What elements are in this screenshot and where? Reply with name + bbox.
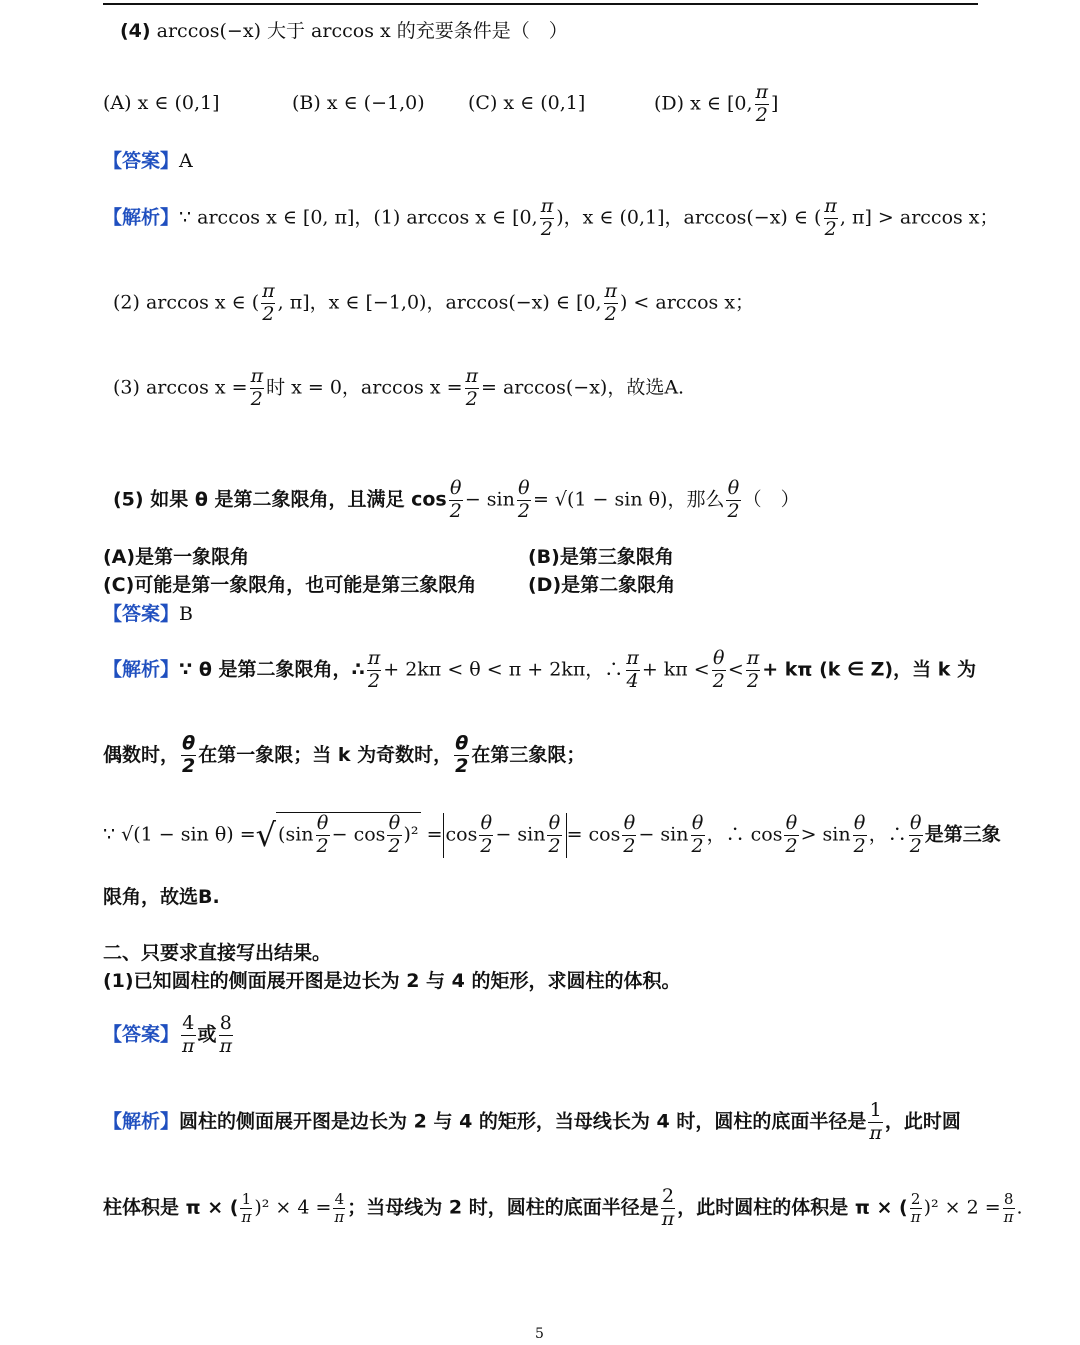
q5-analysis-line-2 bbox=[103, 733, 585, 778]
math-text: π bbox=[910, 1207, 921, 1226]
math-text: π bbox=[540, 195, 554, 217]
math-text: π bbox=[604, 280, 617, 302]
q4-option-b: (B) x ∈ (−1,0) bbox=[292, 92, 425, 114]
fraction bbox=[661, 1186, 676, 1231]
math-text: θ bbox=[853, 812, 866, 834]
math-text: 2 bbox=[604, 302, 617, 325]
math-text: θ bbox=[713, 647, 725, 669]
math-text: 2 bbox=[727, 499, 740, 522]
fraction bbox=[181, 1013, 196, 1058]
math-text: , π] > arccos x； bbox=[839, 206, 999, 229]
fraction bbox=[261, 281, 276, 326]
q5-analysis-line-1 bbox=[103, 648, 976, 693]
fraction bbox=[240, 1191, 252, 1227]
fraction bbox=[449, 478, 463, 523]
math-text: 2 bbox=[785, 834, 798, 857]
math-text: ，∴ bbox=[868, 823, 907, 846]
math-text: (3) arccos x = bbox=[113, 376, 248, 399]
math-text: （ ） bbox=[742, 488, 800, 511]
section-2-analysis-line-1 bbox=[103, 1100, 961, 1145]
math-text: 时 x = 0，arccos x = bbox=[266, 376, 463, 399]
top-rule bbox=[103, 3, 978, 5]
math-text: 2 bbox=[824, 217, 837, 240]
math-text: − sin bbox=[464, 488, 515, 511]
fraction bbox=[909, 813, 923, 858]
math-text: )² × 2 = bbox=[923, 1196, 1001, 1219]
answer-tag: 【答案】 bbox=[103, 1023, 180, 1046]
math-text: 4 bbox=[334, 1189, 345, 1208]
answer-value: B bbox=[179, 603, 193, 625]
math-text: θ bbox=[455, 732, 469, 754]
math-text: θ bbox=[316, 812, 329, 834]
math-text: 是第三象 bbox=[924, 823, 1001, 846]
math-text: 2 bbox=[909, 834, 922, 857]
q5-answer bbox=[103, 603, 193, 626]
math-text: θ bbox=[182, 732, 196, 754]
math-text: 2 bbox=[548, 834, 561, 857]
fraction bbox=[517, 478, 531, 523]
math-text: − cos bbox=[331, 823, 386, 846]
fraction bbox=[691, 813, 705, 858]
q4-answer bbox=[103, 150, 193, 173]
analysis-tag: 【解析】 bbox=[103, 1110, 180, 1133]
math-text: 2 bbox=[388, 834, 401, 857]
math-text: 2 bbox=[367, 669, 381, 692]
math-text: (5) 如果 θ 是第二象限角，且满足 cos bbox=[113, 488, 447, 511]
math-text: 在第一象限；当 k 为奇数时， bbox=[198, 743, 453, 766]
math-text: 圆柱的侧面展开图是边长为 2 与 4 的矩形，当母线长为 4 时，圆柱的底面半径是 bbox=[179, 1110, 867, 1133]
answer-tag: 【答案】 bbox=[103, 603, 180, 625]
q4-option-d: (D) x ∈ [0, $\frac{\pi}{2}$ ] bbox=[654, 81, 779, 126]
math-text: ，∴ cos bbox=[706, 823, 783, 846]
math-text: 2 bbox=[712, 669, 725, 692]
q5-option-d: (D)是第二象限角 bbox=[528, 574, 676, 596]
math-text: θ bbox=[910, 812, 922, 834]
q4-option-c: (C) x ∈ (0,1] bbox=[468, 92, 586, 114]
math-text: )² × 4 = bbox=[254, 1196, 332, 1219]
fraction bbox=[454, 733, 469, 778]
math-text: 1 bbox=[241, 1189, 252, 1208]
page-number: 5 bbox=[535, 1326, 544, 1342]
math-text: 2 bbox=[853, 834, 866, 857]
q4-analysis-line-3 bbox=[113, 366, 684, 411]
math-text: 4 bbox=[626, 669, 639, 692]
math-text: = arccos(−x)，故选A. bbox=[481, 376, 685, 399]
math-text: π bbox=[755, 81, 768, 103]
fraction bbox=[547, 813, 561, 858]
analysis-tag: 【解析】 bbox=[103, 658, 180, 681]
math-text: 2 bbox=[755, 103, 768, 126]
math-text: 2 bbox=[465, 387, 478, 410]
math-text: 4 bbox=[182, 1012, 195, 1034]
fraction bbox=[712, 648, 726, 693]
math-text: 2 bbox=[250, 387, 263, 410]
math-text: 2 bbox=[661, 1185, 675, 1207]
answer-tag: 【答案】 bbox=[103, 150, 180, 172]
math-text: θ bbox=[727, 477, 740, 499]
math-text: )² bbox=[403, 823, 419, 846]
math-text: = √(1 − sin θ)，那么 bbox=[532, 488, 725, 511]
math-text: ∵ arccos x ∈ [0, π]，(1) arccos x ∈ [0, bbox=[179, 206, 538, 229]
q4-stem bbox=[120, 20, 568, 43]
q4-option-a: (A) x ∈ (0,1] bbox=[103, 92, 220, 114]
math-text: 8 bbox=[1003, 1189, 1014, 1208]
math-text: ；当母线为 2 时，圆柱的底面半径是 bbox=[347, 1196, 659, 1219]
fraction bbox=[784, 813, 798, 858]
fraction bbox=[181, 733, 196, 778]
math-text: ∵ θ 是第二象限角，∴ bbox=[179, 658, 365, 681]
fraction bbox=[823, 196, 838, 241]
fraction bbox=[622, 813, 636, 858]
fraction bbox=[316, 813, 330, 858]
math-text: π bbox=[626, 647, 639, 669]
math-text: 2 bbox=[449, 499, 462, 522]
fraction bbox=[219, 1013, 234, 1058]
math-text: 8 bbox=[219, 1012, 232, 1034]
math-text: θ bbox=[785, 812, 798, 834]
math-text: π bbox=[262, 280, 275, 302]
q5-option-a: (A)是第一象限角 bbox=[103, 546, 250, 568]
analysis-tag: 【解析】 bbox=[103, 206, 180, 229]
math-text: ∵ √(1 − sin θ) = bbox=[103, 823, 256, 846]
q4-analysis-line-2 bbox=[113, 281, 754, 326]
fraction bbox=[250, 366, 265, 411]
math-text: 2 bbox=[623, 834, 636, 857]
math-text: 2 bbox=[540, 217, 553, 240]
math-text: 在第三象限； bbox=[471, 743, 586, 766]
fraction bbox=[540, 196, 555, 241]
q5-stem bbox=[113, 478, 800, 523]
fraction bbox=[910, 1191, 922, 1227]
q4-option-d-text: (D) x ∈ [0, bbox=[654, 92, 753, 115]
math-text: ，此时圆柱的体积是 π × ( bbox=[677, 1196, 908, 1219]
q4-stem-text: arccos(−x) 大于 arccos x 的充要条件是（ ） bbox=[156, 20, 568, 42]
math-text: π bbox=[746, 647, 760, 669]
fraction bbox=[367, 648, 382, 693]
math-text: = bbox=[426, 823, 443, 846]
fraction bbox=[333, 1191, 345, 1227]
math-text: π bbox=[250, 365, 264, 387]
fraction bbox=[755, 82, 770, 127]
math-text: θ bbox=[623, 812, 636, 834]
math-text: π bbox=[661, 1207, 675, 1230]
math-text: − sin bbox=[638, 823, 689, 846]
math-text: θ bbox=[518, 477, 530, 499]
math-text: π bbox=[824, 195, 837, 217]
math-text: π bbox=[182, 1034, 195, 1057]
fraction bbox=[726, 478, 740, 523]
math-text: , π]，x ∈ [−1,0)，arccos(−x) ∈ [0, bbox=[277, 291, 602, 314]
math-text: )，x ∈ (0,1]，arccos(−x) ∈ ( bbox=[556, 206, 822, 229]
q5-analysis-line-3: ∵ √(1 − sin θ) =√ (sin $\frac{\theta}{2}$ − cos $\frac{\theta}{2}$ )² = cos $\frac{\theta}{2}$ − sin $\frac{\theta}{2}$ = cos $\frac{\theta}{2}$ − sin $\frac{\theta}{2}$ ，∴ cos $\frac{\theta}{2}$ > sin $\frac{\theta}{2}$ ，∴ $\frac{\theta}{2}$ 是第三象 bbox=[103, 812, 1001, 857]
math-text: < bbox=[727, 658, 744, 681]
math-text: 2 bbox=[455, 754, 469, 777]
math-text: 2 bbox=[691, 834, 704, 857]
math-text: + kπ < bbox=[641, 658, 710, 681]
math-text: 2 bbox=[910, 1189, 921, 1208]
math-text: θ bbox=[691, 812, 704, 834]
math-text: ) < arccos x； bbox=[619, 291, 755, 314]
math-text: θ bbox=[480, 812, 493, 834]
math-text: 2 bbox=[480, 834, 493, 857]
math-text: π bbox=[869, 1121, 882, 1144]
math-text: 2 bbox=[517, 499, 530, 522]
fraction bbox=[746, 648, 761, 693]
math-text: π bbox=[219, 1034, 233, 1057]
q4-analysis-line-1 bbox=[103, 196, 999, 241]
math-text: 1 bbox=[869, 1099, 882, 1121]
math-text: 柱体积是 π × ( bbox=[103, 1196, 239, 1219]
math-text: > sin bbox=[800, 823, 851, 846]
math-text: π bbox=[1003, 1207, 1014, 1226]
math-text: π bbox=[334, 1207, 345, 1226]
section-2-question-1: (1)已知圆柱的侧面展开图是边长为 2 与 4 的矩形，求圆柱的体积。 bbox=[103, 970, 681, 992]
q5-option-b: (B)是第三象限角 bbox=[528, 546, 674, 568]
math-text: 2 bbox=[316, 834, 329, 857]
math-text: 2 bbox=[182, 754, 196, 777]
q5-option-c: (C)可能是第一象限角，也可能是第三象限角 bbox=[103, 574, 477, 596]
fraction bbox=[479, 813, 493, 858]
math-text: π bbox=[465, 365, 479, 387]
math-text: θ bbox=[548, 812, 561, 834]
math-text: 2 bbox=[262, 302, 275, 325]
fraction bbox=[387, 813, 401, 858]
math-text: π bbox=[367, 647, 381, 669]
q4-number: (4) bbox=[120, 20, 151, 42]
fraction bbox=[603, 281, 618, 326]
math-text: π bbox=[241, 1207, 252, 1226]
section-2-answer bbox=[103, 1013, 235, 1058]
fraction bbox=[465, 366, 480, 411]
fraction bbox=[1003, 1191, 1015, 1227]
math-text: 或 bbox=[197, 1023, 217, 1046]
math-text: 2 bbox=[746, 669, 760, 692]
math-text: + 2kπ < θ < π + 2kπ，∴ bbox=[383, 658, 624, 681]
math-text: = cos bbox=[566, 823, 621, 846]
math-text: 偶数时， bbox=[103, 743, 180, 766]
math-text: − sin bbox=[495, 823, 546, 846]
math-text: + kπ (k ∈ Z)，当 k 为 bbox=[762, 658, 976, 681]
section-2-heading: 二、只要求直接写出结果。 bbox=[103, 942, 332, 964]
math-text: θ bbox=[450, 477, 462, 499]
answer-value: A bbox=[179, 150, 193, 172]
fraction bbox=[625, 648, 640, 693]
math-text: (2) arccos x ∈ ( bbox=[113, 291, 260, 314]
q5-analysis-line-4: 限角，故选B. bbox=[103, 886, 220, 908]
math-text: (sin bbox=[278, 823, 314, 846]
fraction bbox=[868, 1100, 883, 1145]
fraction bbox=[853, 813, 867, 858]
section-2-analysis-line-2 bbox=[103, 1186, 1023, 1231]
math-text: θ bbox=[388, 812, 401, 834]
math-text: ，此时圆 bbox=[884, 1110, 961, 1133]
math-text: cos bbox=[445, 823, 478, 846]
math-text: . bbox=[1016, 1196, 1023, 1219]
